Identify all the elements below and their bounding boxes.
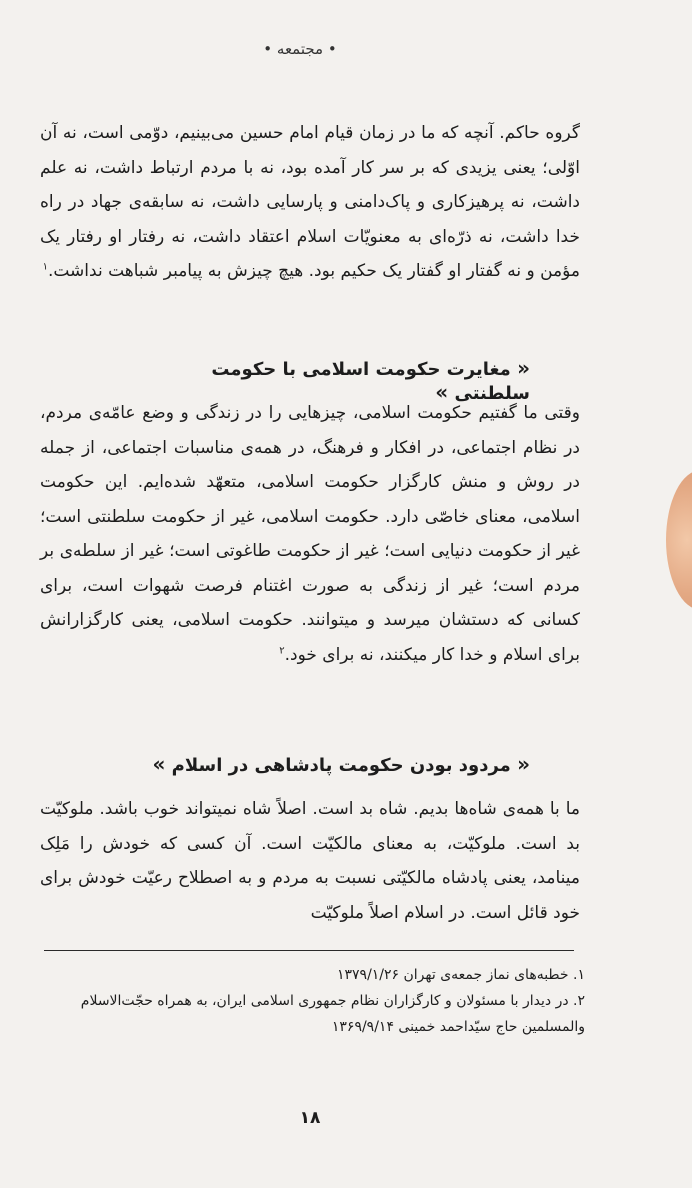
footnote-ref-2: ۲ bbox=[279, 644, 285, 656]
footnote-1: ۱. خطبه‌های نماز جمعه‌ی تهران ۱۳۷۹/۱/۲۶ bbox=[336, 967, 585, 983]
heading-text: مغایرت حکومت اسلامی با حکومت سلطنتی bbox=[211, 359, 530, 404]
footnote-ref-1: ۱ bbox=[42, 261, 48, 273]
heading-open-bracket: « bbox=[517, 752, 530, 776]
section1-text: وقتی ما گفتیم حکومت اسلامی، چیزهایی را در زندگی و وضع عامّه‌ی مردم، در نظام اجتماعی، در افکار و فرهنگ، در همه‌ی مناسبات اجتماعی، از جمله در روش و منش کارگزار حکومت اسلامی، متعهّد شده‌ایم. این حکومت اسلامی، معنای خاصّی دارد. حکومت اسلامی، غیر از حکومت سلطنتی است؛ غیر از حکومت دنیایی است؛ غیر از حکومت طاغوتی است؛ غیر از سلطه‌ی بر مردم است؛ غیر از زندگی به صورت اغتنام فرصت شهوات است، برای کسانی که دستشان میرسد و میتوانند. حکومت اسلامی، یعنی کارگزارانش برای اسلام و خدا کار میکنند، نه برای خود. bbox=[40, 403, 580, 665]
running-head: • مجتمعه • bbox=[263, 40, 337, 58]
section1-paragraph bbox=[40, 396, 580, 672]
section-heading-2 bbox=[130, 752, 530, 776]
section2-text: ما با همه‌ی شاه‌ها بدیم. شاه بد است. اصلاً شاه نمیتواند خوب باشد. ملوکیّت بد است. ملوکیّت، به معنای مالکیّت است. آن کسی که خودش را مَلِک مینامد، یعنی پادشاه مالکیّتی نسبت به مردم و به اصطلاح رعیّت خودش برای خود قائل است. در اسلام اصلاً ملوکیّت bbox=[40, 799, 580, 923]
intro-text: گروه حاکم. آنچه که ما در زمان قیام امام حسین می‌بینیم، دوّمی است، نه آن اوّلی؛ یعنی یزیدی که بر سر کار آمده بود، نه با مردم ارتباط داشت، نه علم داشت، نه پرهیزکاری و پاک‌دامنی و پارسایی داشت، نه سابقه‌ی جهاد در راه خدا داشت، نه ذرّه‌ای به معنویّات اسلام اعتقاد داشت، نه رفتار او رفتار یک مؤمن و نه گفتار او گفتار یک حکیم بود. هیچ چیزش به پیامبر شباهت نداشت. bbox=[40, 123, 580, 281]
heading-close-bracket: » bbox=[152, 752, 166, 776]
page-number: ۱۸ bbox=[299, 1108, 321, 1128]
heading-close-bracket: » bbox=[435, 380, 449, 404]
heading-open-bracket: « bbox=[517, 356, 530, 380]
intro-paragraph bbox=[40, 116, 580, 289]
footnote-divider bbox=[44, 950, 574, 951]
heading-text: مردود بودن حکومت پادشاهی در اسلام bbox=[171, 755, 511, 776]
footnotes bbox=[40, 962, 585, 1040]
footnote-2: ۲. در دیدار با مسئولان و کارگزاران نظام جمهوری اسلامی ایران، به همراه حجّت‌الاسلام والمسلمین حاج سیّداحمد خمینی ۱۳۶۹/۹/۱۴ bbox=[80, 993, 585, 1035]
section2-paragraph bbox=[40, 792, 580, 930]
